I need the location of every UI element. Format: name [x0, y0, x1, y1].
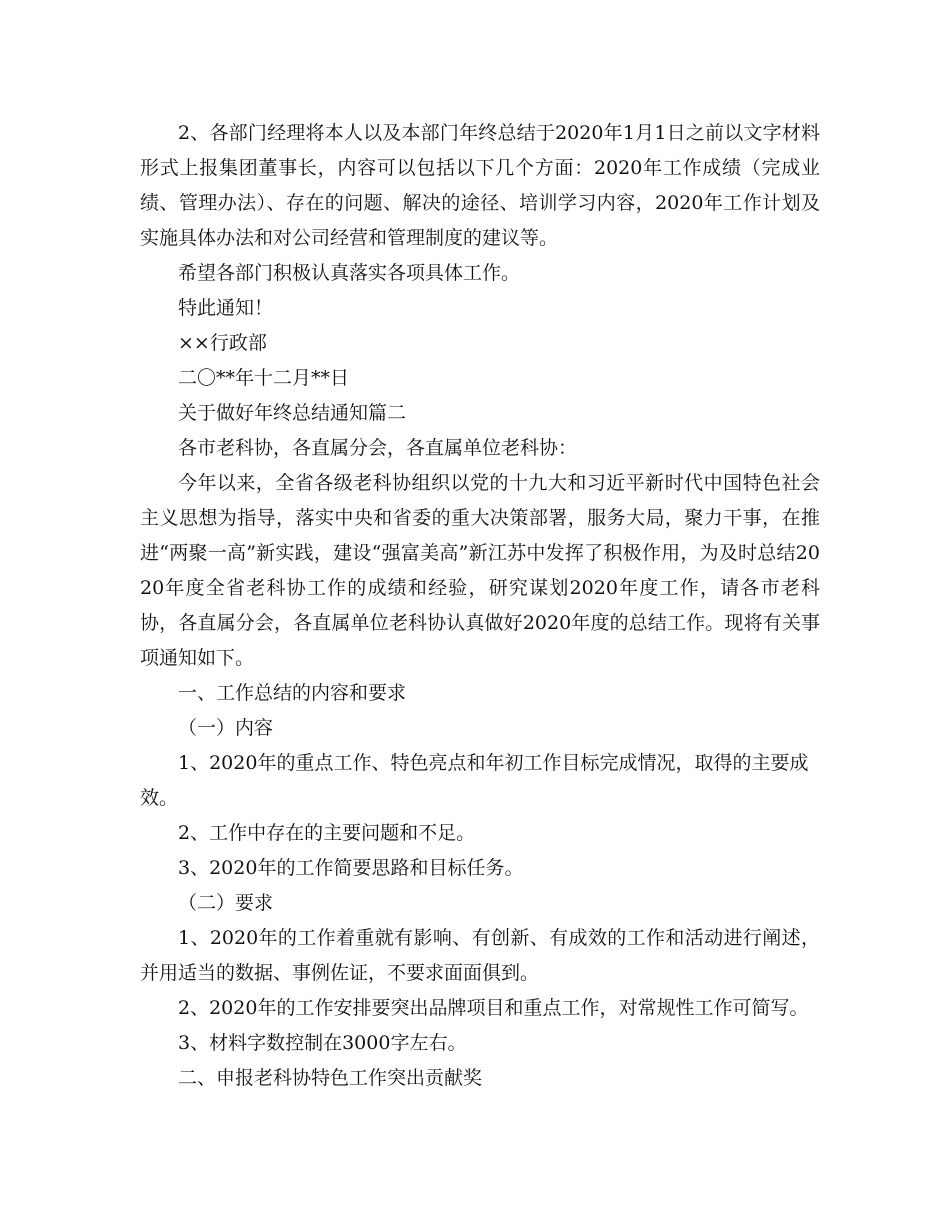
- paragraph-notice-closing: 特此通知！: [178, 297, 274, 319]
- list-item-content-3: 3、2020年的工作简要思路和目标任务。: [178, 857, 524, 879]
- salutation: 各市老科协，各直属分会，各直属单位老科协：: [178, 437, 578, 459]
- list-item-requirement-1: 1、2020年的工作着重就有影响、有创新、有成效的工作和活动进行阐述，并用适当的数据、事例佐证，不要求面面俱到。: [140, 927, 820, 984]
- paragraph-department-reports: 2、各部门经理将本人以及本部门年终总结于2020年1月1日之前以文字材料形式上报集团董事长，内容可以包括以下几个方面：2020年工作成绩（完成业绩、管理办法）、存在的问题、解决的途径、培训学习内容，2020年工作计划及实施具体办法和对公司经营和管理制度的建议等。: [140, 122, 820, 249]
- signature-date: 二〇**年十二月**日: [178, 367, 350, 389]
- section-title-part-two: 关于做好年终总结通知篇二: [178, 402, 407, 424]
- list-item-content-2: 2、工作中存在的主要问题和不足。: [178, 822, 476, 844]
- list-item-requirement-2: 2、2020年的工作安排要突出品牌项目和重点工作，对常规性工作可简写。: [178, 997, 809, 1019]
- list-item-content-1: 1、2020年的重点工作、特色亮点和年初工作目标完成情况，取得的主要成效。: [140, 752, 809, 809]
- paragraph-introduction: 今年以来，全省各级老科协组织以党的十九大和习近平新时代中国特色社会主义思想为指导，落实中央和省委的重大决策部署，服务大局，聚力干事，在推进“两聚一高”新实践，建设“强富美高”新江苏中发挥了积极作用，为及时总结2020年度全省老科协工作的成绩和经验，研究谋划2020年度工作，请各市老科协，各直属分会，各直属单位老科协认真做好2020年度的总结工作。现将有关事项通知如下。: [140, 472, 820, 669]
- heading-content-and-requirements: 一、工作总结的内容和要求: [178, 682, 407, 704]
- document-body: [140, 116, 820, 1096]
- subheading-content: （一）内容: [178, 717, 274, 739]
- list-item-requirement-3: 3、材料字数控制在3000字左右。: [178, 1032, 467, 1054]
- signature-department: ××行政部: [178, 332, 267, 354]
- heading-award-application: 二、申报老科协特色工作突出贡献奖: [178, 1067, 483, 1089]
- paragraph-hope: 希望各部门积极认真落实各项具体工作。: [178, 262, 521, 284]
- subheading-requirements: （二）要求: [178, 892, 274, 914]
